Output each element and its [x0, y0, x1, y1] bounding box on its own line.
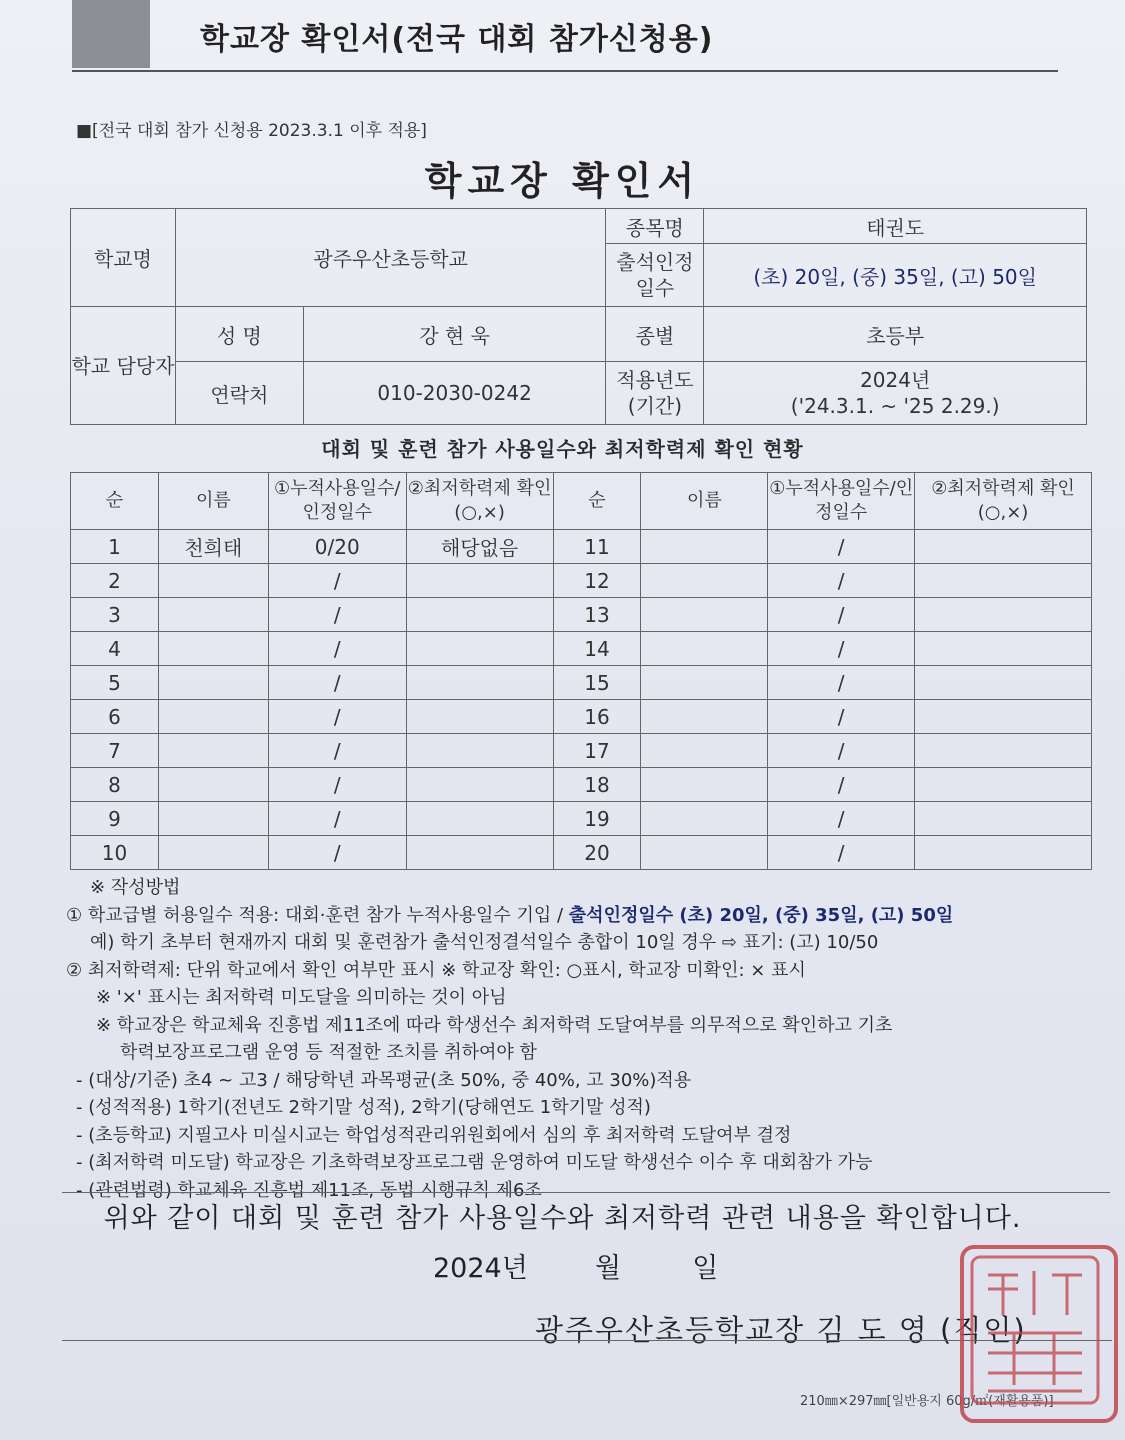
min-academic: [915, 802, 1092, 836]
header-cell: ①누적사용일수/인정일수: [268, 473, 406, 530]
student-name: [158, 836, 268, 870]
note-1: ① 학교급별 허용일수 적용: 대회·훈련 참가 누적사용일수 기입 / 출석인정일수 (초) 20일, (중) 35일, (고) 50일: [66, 904, 954, 926]
student-name: [641, 802, 768, 836]
date-line: [433, 1246, 718, 1285]
header-cell: 순: [71, 473, 159, 530]
student-name: [641, 768, 768, 802]
student-name: [641, 530, 768, 564]
header-cell: 이름: [641, 473, 768, 530]
official-seal-stamp: [960, 1245, 1118, 1423]
used-days: /: [768, 734, 915, 768]
student-name: [641, 598, 768, 632]
detail-5: - (관련법령) 학교체육 진흥법 제11조, 동법 시행규칙 제6조: [76, 1179, 542, 1201]
table-row: [71, 768, 1092, 802]
row-number: 19: [553, 802, 641, 836]
min-academic: [406, 734, 553, 768]
student-name: [158, 666, 268, 700]
divider-bottom: [62, 1340, 1112, 1341]
date-day: 일: [692, 1253, 719, 1284]
min-academic: [915, 734, 1092, 768]
usage-table: [70, 472, 1092, 870]
row-number: 13: [553, 598, 641, 632]
student-name: [641, 564, 768, 598]
used-days: 0/20: [268, 530, 406, 564]
manager-label: 학교 담당자: [71, 307, 176, 425]
header-title: 학교장 확인서(전국 대회 참가신청용): [200, 22, 714, 57]
attendance-label: 출석인정 일수: [606, 244, 704, 307]
principal-signature: 광주우산초등학교장 김 도 영 (직인): [535, 1313, 1027, 1347]
used-days: /: [268, 666, 406, 700]
row-number: 16: [553, 700, 641, 734]
header-cell: 순: [553, 473, 641, 530]
used-days: /: [768, 530, 915, 564]
header-gray-block: [72, 0, 150, 68]
note-2b: ※ 학교장은 학교체육 진흥법 제11조에 따라 학생선수 최저학력 도달여부를 의무적으로 확인하고 기초: [96, 1014, 893, 1036]
period-value: ('24.3.1. ~ '25 2.29.): [790, 394, 1000, 418]
section-title: 대회 및 훈련 참가 사용일수와 최저학력제 확인 현황: [321, 437, 804, 461]
used-days: /: [768, 598, 915, 632]
student-name: [641, 836, 768, 870]
paper-spec: 210㎜×297㎜[일반용지 60g/㎡(재활용품)]: [800, 1394, 1054, 1409]
table-row: [71, 802, 1092, 836]
row-number: 6: [71, 700, 159, 734]
used-days: /: [268, 564, 406, 598]
student-name: [158, 564, 268, 598]
note-2c: 학력보장프로그램 운영 등 적절한 조치를 취하여야 함: [120, 1042, 537, 1063]
used-days: /: [768, 836, 915, 870]
header-cell: ②최저학력제 확인(○,×): [915, 473, 1092, 530]
row-number: 9: [71, 802, 159, 836]
min-academic: [406, 632, 553, 666]
header-cell: ①누적사용일수/인정일수: [768, 473, 915, 530]
used-days: /: [768, 564, 915, 598]
header-cell: 이름: [158, 473, 268, 530]
student-name: [158, 734, 268, 768]
year-value: 2024년: [860, 368, 931, 392]
detail-2: - (성적적용) 1학기(전년도 2학기말 성적), 2학기(당해연도 1학기말 성적): [76, 1097, 651, 1118]
student-name: [641, 666, 768, 700]
table-row: [71, 700, 1092, 734]
row-number: 7: [71, 734, 159, 768]
school-value: 광주우산초등학교: [175, 209, 606, 307]
header-bar: [72, 0, 1058, 72]
student-name: [158, 598, 268, 632]
row-number: 4: [71, 632, 159, 666]
min-academic: [406, 802, 553, 836]
used-days: /: [768, 700, 915, 734]
row-number: 5: [71, 666, 159, 700]
used-days: /: [268, 836, 406, 870]
name-value: 강 현 욱: [303, 307, 606, 362]
division-label: 종별: [606, 307, 704, 362]
min-academic: [915, 700, 1092, 734]
row-number: 15: [553, 666, 641, 700]
header-cell: ②최저학력제 확인(○,×): [406, 473, 553, 530]
note-1-emphasis: 출석인정일수 (초) 20일, (중) 35일, (고) 50일: [568, 904, 954, 926]
min-academic: [406, 666, 553, 700]
min-academic: [406, 836, 553, 870]
min-academic: [915, 632, 1092, 666]
division-value: 초등부: [704, 307, 1087, 362]
table-row: [71, 564, 1092, 598]
row-number: 10: [71, 836, 159, 870]
row-number: 20: [553, 836, 641, 870]
row-number: 14: [553, 632, 641, 666]
row-number: 17: [553, 734, 641, 768]
date-month: 월: [594, 1253, 622, 1284]
row-number: 1: [71, 530, 159, 564]
note-2: ② 최저학력제: 단위 학교에서 확인 여부만 표시 ※ 학교장 확인: ○표시, 학교장 미확인: × 표시: [66, 959, 806, 981]
table-row: [71, 734, 1092, 768]
event-label: 종목명: [606, 209, 704, 244]
used-days: /: [768, 802, 915, 836]
notes-heading: ※ 작성방법: [90, 877, 181, 898]
used-days: /: [768, 768, 915, 802]
student-name: [641, 700, 768, 734]
used-days: /: [268, 700, 406, 734]
divider-top: [62, 1192, 1110, 1193]
min-academic: [406, 598, 553, 632]
table-row: [71, 632, 1092, 666]
student-name: 천희태: [158, 530, 268, 564]
writing-instructions: [66, 874, 1106, 1204]
used-days: /: [768, 666, 915, 700]
student-name: [158, 632, 268, 666]
table-row: [71, 666, 1092, 700]
note-1-example: 예) 학기 초부터 현재까지 대회 및 훈련참가 출석인정결석일수 총합이 10일 경우 ⇨ 표기: (고) 10/50: [90, 932, 879, 953]
table-row: [71, 530, 1092, 564]
contact-label: 연락처: [175, 362, 303, 425]
used-days: /: [268, 768, 406, 802]
min-academic: [915, 598, 1092, 632]
min-academic: [915, 836, 1092, 870]
used-days: /: [268, 734, 406, 768]
min-academic: 해당없음: [406, 530, 553, 564]
used-days: /: [768, 632, 915, 666]
attendance-value: (초) 20일, (중) 35일, (고) 50일: [704, 244, 1087, 307]
table-row: [71, 598, 1092, 632]
min-academic: [406, 564, 553, 598]
row-number: 12: [553, 564, 641, 598]
info-table: [70, 208, 1087, 425]
date-year: 2024년: [433, 1253, 528, 1284]
row-number: 3: [71, 598, 159, 632]
contact-value: 010-2030-0242: [303, 362, 606, 425]
used-days: /: [268, 598, 406, 632]
event-value: 태권도: [704, 209, 1087, 244]
student-name: [641, 734, 768, 768]
student-name: [158, 700, 268, 734]
min-academic: [915, 530, 1092, 564]
year-value-cell: [704, 362, 1087, 425]
row-number: 18: [553, 768, 641, 802]
row-number: 2: [71, 564, 159, 598]
table-row: [71, 836, 1092, 870]
student-name: [158, 802, 268, 836]
note-2a: ※ '×' 표시는 최저학력 미도달을 의미하는 것이 아님: [96, 987, 507, 1008]
min-academic: [915, 666, 1092, 700]
detail-3: - (초등학교) 지필고사 미실시교는 학업성적관리위원회에서 심의 후 최저학력 도달여부 결정: [76, 1124, 792, 1146]
school-label: 학교명: [71, 209, 176, 307]
seal-pattern-icon: [964, 1249, 1106, 1411]
applicability-note: ■[전국 대회 참가 신청용 2023.3.1 이후 적용]: [76, 121, 427, 141]
used-days: /: [268, 802, 406, 836]
detail-1: - (대상/기준) 초4 ~ 고3 / 해당학년 과목평균(초 50%, 중 40%, 고 30%)적용: [76, 1069, 692, 1091]
student-name: [158, 768, 268, 802]
row-number: 11: [553, 530, 641, 564]
student-name: [641, 632, 768, 666]
confirmation-text: 위와 같이 대회 및 훈련 참가 사용일수와 최저학력 관련 내용을 확인합니다.: [103, 1203, 1022, 1234]
min-academic: [915, 768, 1092, 802]
min-academic: [406, 768, 553, 802]
row-number: 8: [71, 768, 159, 802]
detail-4: - (최저학력 미도달) 학교장은 기초학력보장프로그램 운영하여 미도달 학생선수 이수 후 대회참가 가능: [76, 1152, 873, 1173]
main-title: 학교장 확인서: [424, 159, 701, 203]
min-academic: [915, 564, 1092, 598]
year-label: 적용년도 (기간): [606, 362, 704, 425]
min-academic: [406, 700, 553, 734]
used-days: /: [268, 632, 406, 666]
name-label: 성 명: [175, 307, 303, 362]
